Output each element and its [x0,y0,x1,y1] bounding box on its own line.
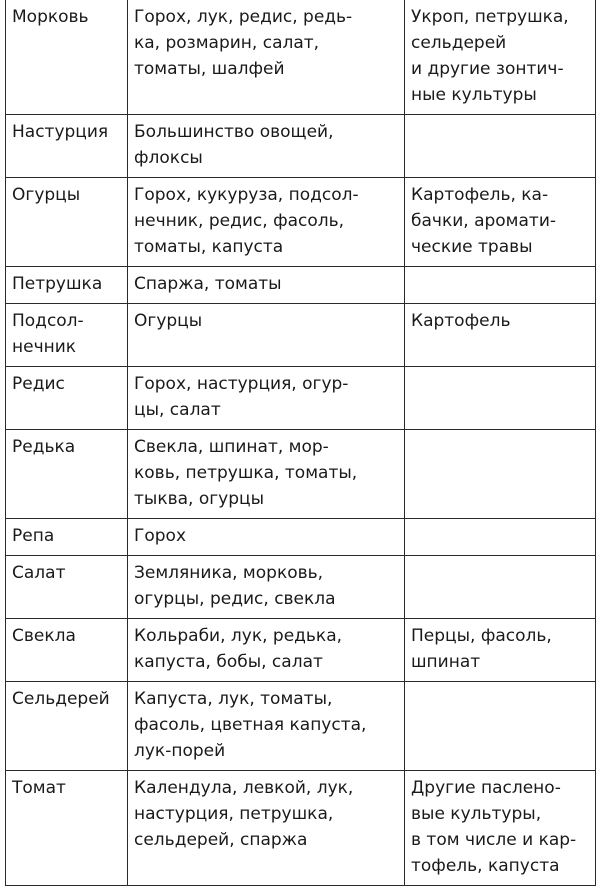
plant-cell: Петрушка [6,267,128,304]
plant-cell: Подсол- нечник [6,304,128,367]
table-row [6,682,596,771]
table-row [6,430,596,519]
table-row [6,556,596,619]
bad-neighbors-cell: Перцы, фасоль, шпинат [405,619,596,682]
table-row [6,178,596,267]
bad-neighbors-cell [405,430,596,519]
bad-neighbors-cell [405,519,596,556]
plant-cell: Морковь [6,0,128,115]
good-neighbors-cell: Большинство овощей, флоксы [128,115,405,178]
bad-neighbors-cell: Другие паслено- вые культуры, в том числе и кар- тофель, капуста [405,771,596,886]
table-row [6,267,596,304]
good-neighbors-cell: Кольраби, лук, редька, капуста, бобы, салат [128,619,405,682]
bad-neighbors-cell: Укроп, петрушка, сельдерей и другие зонтич- ные культуры [405,0,596,115]
good-neighbors-cell: Горох [128,519,405,556]
table-row [6,367,596,430]
plant-cell: Репа [6,519,128,556]
plant-cell: Редис [6,367,128,430]
good-neighbors-cell: Календула, левкой, лук, настурция, петрушка, сельдерей, спаржа [128,771,405,886]
table-row [6,619,596,682]
bad-neighbors-cell [405,267,596,304]
table-row [6,519,596,556]
plant-cell: Сельдерей [6,682,128,771]
bad-neighbors-cell [405,682,596,771]
bad-neighbors-cell [405,367,596,430]
bad-neighbors-cell: Картофель, ка- бачки, аромати- ческие травы [405,178,596,267]
table-row [6,115,596,178]
plant-cell: Томат [6,771,128,886]
bad-neighbors-cell [405,115,596,178]
good-neighbors-cell: Спаржа, томаты [128,267,405,304]
plant-cell: Огурцы [6,178,128,267]
plant-cell: Свекла [6,619,128,682]
good-neighbors-cell: Горох, настурция, огур- цы, салат [128,367,405,430]
plant-cell: Настурция [6,115,128,178]
table-row [6,304,596,367]
companion-planting-table [5,0,596,886]
table-row [6,0,596,115]
table-row [6,771,596,886]
good-neighbors-cell: Горох, кукуруза, подсол- нечник, редис, фасоль, томаты, капуста [128,178,405,267]
good-neighbors-cell: Свекла, шпинат, мор- ковь, петрушка, томаты, тыква, огурцы [128,430,405,519]
plant-cell: Салат [6,556,128,619]
plant-cell: Редька [6,430,128,519]
good-neighbors-cell: Капуста, лук, томаты, фасоль, цветная капуста, лук-порей [128,682,405,771]
good-neighbors-cell: Огурцы [128,304,405,367]
bad-neighbors-cell: Картофель [405,304,596,367]
bad-neighbors-cell [405,556,596,619]
good-neighbors-cell: Земляника, морковь, огурцы, редис, свекла [128,556,405,619]
good-neighbors-cell: Горох, лук, редис, редь- ка, розмарин, салат, томаты, шалфей [128,0,405,115]
